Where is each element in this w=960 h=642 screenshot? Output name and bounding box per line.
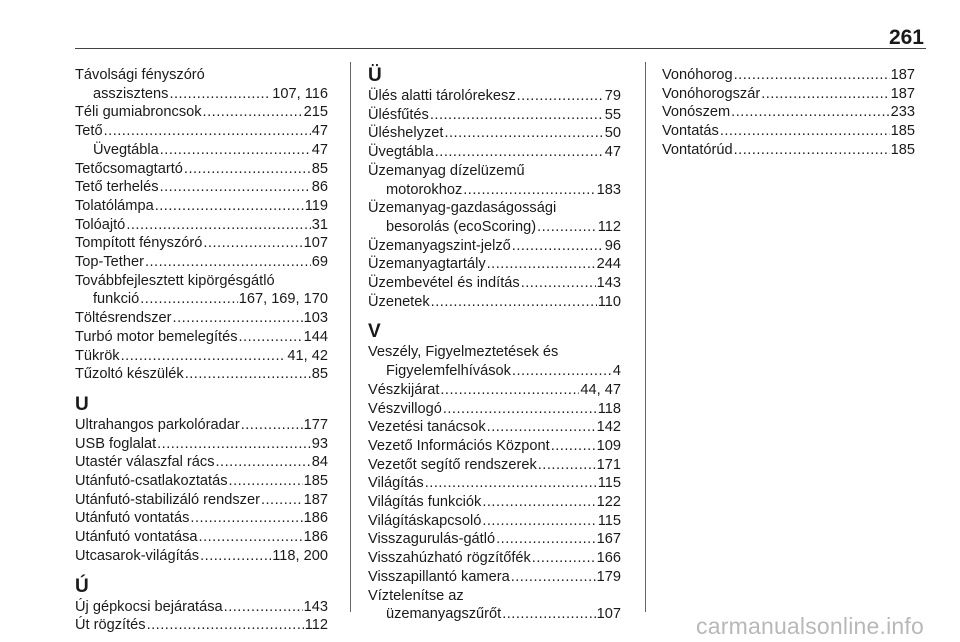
leader-dots [200,547,271,566]
leader-dots [190,509,302,528]
page-reference: 122 [596,494,621,511]
leader-dots [145,253,311,272]
page-reference: 47 [604,144,621,161]
index-entry [75,103,328,122]
entry-term: Vonószem [662,104,731,121]
leader-dots [126,216,310,235]
page-reference: 186 [303,529,328,546]
page-reference: 167, 169, 170 [238,291,328,308]
index-entry [368,474,621,493]
entry-term: Üzembevétel és indítás [368,275,520,292]
leader-dots [482,493,595,512]
entry-term: Üzemanyagtartály [368,256,486,273]
index-entry [368,549,621,568]
index-entry [662,66,915,85]
page-reference: 183 [596,181,621,198]
index-entry [368,400,621,419]
header-rule [75,48,926,49]
index-entry [368,87,621,106]
index-entry [662,85,915,104]
leader-dots [538,456,596,475]
index-entry [75,365,328,384]
page-reference: 96 [604,237,621,254]
leader-dots [185,365,311,384]
index-entry [368,587,621,624]
leader-dots [216,453,311,472]
leader-dots [440,381,579,400]
entry-term: Figyelemfelhívások [386,363,511,380]
page-reference: 55 [604,106,621,123]
leader-dots [463,181,595,200]
index-entry [368,456,621,475]
leader-dots [443,400,597,419]
page-reference: 244 [596,256,621,273]
index-entry [75,122,328,141]
entry-term: Visszahúzható rögzítőfék [368,550,531,567]
page-reference: 86 [311,179,328,196]
leader-dots [169,85,271,104]
entry-term: Tető [75,123,103,140]
index-entry [75,160,328,179]
index-entry [75,66,328,103]
index-entry [368,418,621,437]
page-reference: 85 [311,366,328,383]
leader-dots [482,512,596,531]
index-entry [75,472,328,491]
entry-term: Utánfutó-csatlakoztatás [75,473,228,490]
index-entry [368,237,621,256]
index-entry [662,122,915,141]
page-reference: 143 [303,598,328,615]
index-entry [368,343,621,380]
leader-dots [224,598,303,617]
page-reference: 233 [890,104,915,121]
entry-term: Vészvillogó [368,400,442,417]
leader-dots [155,197,304,216]
entry-term: Visszapillantó kamera [368,568,510,585]
leader-dots [140,290,237,309]
entry-term: Üzemanyag dízelüzemű [368,162,525,179]
index-entry [75,178,328,197]
entry-term: Üzenetek [368,293,430,310]
leader-dots [537,218,597,237]
leader-dots [731,103,889,122]
entry-term: Ülésfűtés [368,106,429,123]
index-entry [75,309,328,328]
entry-term: Üzemanyagszint-jelző [368,237,511,254]
entry-term: Vontatórúd [662,141,733,158]
section-letter: U [75,393,89,415]
index-entry [75,416,328,435]
index-column-1 [75,66,328,635]
index-entry [75,598,328,617]
leader-dots [521,274,596,293]
page-reference: 110 [597,293,621,310]
page-reference: 47 [311,123,328,140]
entry-term: Utánfutó vontatása [75,529,198,546]
entry-term: Tolatólámpa [75,197,154,214]
entry-term: Tolóajtó [75,216,126,233]
entry-term: Vészkijárat [368,381,440,398]
entry-term: Üzemanyag-gazdaságossági [368,200,557,217]
leader-dots [203,234,302,253]
index-entry [368,162,621,199]
entry-term: üzemanyagszűrőt [386,606,502,623]
entry-term: asszisztens [93,85,169,102]
leader-dots [551,437,596,456]
page-number: 261 [888,26,924,49]
page-reference: 44, 47 [580,381,621,398]
page-reference: 115 [597,512,621,529]
index-entry [75,509,328,528]
column-divider [645,62,646,612]
index-entry [368,143,621,162]
page-reference: 112 [597,218,621,235]
entry-term: Üléshelyzet [368,125,444,142]
index-entry [368,293,621,312]
page-reference: 107 [303,235,328,252]
index-entry [368,274,621,293]
page-reference: 185 [303,473,328,490]
page-reference: 85 [311,160,328,177]
leader-dots [532,549,596,568]
entry-term: motorokhoz [386,181,463,198]
leader-dots [487,418,596,437]
leader-dots [261,491,303,510]
entry-term: Utánfutó-stabilizáló rendszer [75,491,260,508]
page-reference: 187 [303,491,328,508]
index-entry [368,493,621,512]
index-column-3 [662,66,915,160]
entry-term: Vezetőt segítő rendszerek [368,456,537,473]
leader-dots [517,87,604,106]
watermark: carmanualsonline.info [696,613,924,639]
leader-dots [430,106,604,125]
entry-term: Vonóhorog [662,67,733,83]
leader-dots [241,416,303,435]
index-entry [75,197,328,216]
page-reference: 109 [596,437,621,454]
entry-term: USB foglalat [75,435,157,452]
index-entry [75,347,328,366]
page-reference: 215 [303,104,328,121]
leader-dots [199,528,303,547]
entry-term: Töltésrendszer [75,310,172,327]
leader-dots [720,122,890,141]
page-reference: 47 [311,141,328,158]
index-entry [75,616,328,635]
page-reference: 143 [596,275,621,292]
page-reference: 103 [303,310,328,327]
entry-term: Vontatás [662,123,719,140]
leader-dots [444,124,603,143]
entry-term: Továbbfejlesztett kipörgésgátló [75,272,275,289]
index-entry [75,141,328,160]
index-entry [75,435,328,454]
entry-term: Tűzoltó készülék [75,366,184,383]
leader-dots [502,605,595,624]
page-reference: 186 [303,510,328,527]
page-reference: 179 [596,568,621,585]
page-reference: 31 [311,216,328,233]
entry-term: Utánfutó vontatás [75,510,190,527]
page-reference: 107 [596,606,621,623]
index-entry [75,491,328,510]
index-entry [368,512,621,531]
entry-term: Utastér válaszfal rács [75,454,215,471]
index-entry [75,328,328,347]
entry-term: Út rögzítés [75,617,146,634]
index-entry [75,216,328,235]
entry-term: besorolás (ecoScoring) [386,218,537,235]
page-reference: 187 [890,85,915,102]
page-reference: 185 [890,141,915,158]
page-reference: 69 [311,254,328,271]
index-entry [368,530,621,549]
leader-dots [157,435,311,454]
entry-term: Tető terhelés [75,179,159,196]
index-entry [75,547,328,566]
entry-term: Tükrök [75,347,120,364]
leader-dots [203,103,303,122]
index-entry [75,528,328,547]
index-entry [368,381,621,400]
page-reference: 144 [303,328,328,345]
leader-dots [160,178,311,197]
leader-dots [435,143,604,162]
page-reference: 112 [304,617,328,634]
page-reference: 50 [604,125,621,142]
leader-dots [184,160,311,179]
index-entry [368,568,621,587]
leader-dots [239,328,303,347]
page-reference: 119 [304,197,328,214]
leader-dots [160,141,311,160]
leader-dots [511,568,596,587]
index-entry [662,103,915,122]
index-entry [75,453,328,472]
page-reference: 79 [604,88,621,104]
leader-dots [512,237,604,256]
page-reference: 177 [303,416,328,433]
index-entry [368,255,621,274]
leader-dots [512,362,612,381]
entry-term: Üvegtábla [93,141,159,158]
page-reference: 185 [890,123,915,140]
entry-term: Világításkapcsoló [368,512,482,529]
entry-term: Üvegtábla [368,144,434,161]
entry-term: Turbó motor bemelegítés [75,328,238,345]
leader-dots [425,474,597,493]
leader-dots [734,66,890,85]
page-reference: 187 [890,67,915,83]
page-reference: 166 [596,550,621,567]
entry-term: Veszély, Figyelmeztetések és [368,344,559,361]
entry-term: Ülés alatti tárolórekesz [368,88,516,104]
entry-term: Tompított fényszóró [75,235,203,252]
entry-term: Ultrahangos parkolóradar [75,416,240,433]
index-entry [75,272,328,309]
leader-dots [761,85,889,104]
section-letter: Ú [75,575,89,597]
page-reference: 118, 200 [272,547,328,564]
entry-term: Távolsági fényszóró [75,67,205,83]
entry-term: Világítás funkciók [368,494,482,511]
index-entry [662,141,915,160]
section-letter: Ü [368,65,382,86]
page-reference: 142 [596,419,621,436]
leader-dots [121,347,287,366]
index-entry [368,106,621,125]
entry-term: Utcasarok-világítás [75,547,200,564]
entry-term: funkció [93,291,140,308]
leader-dots [104,122,311,141]
leader-dots [487,255,596,274]
leader-dots [147,616,304,635]
entry-term: Új gépkocsi bejáratása [75,598,223,615]
entry-term: Vonóhorogszár [662,85,761,102]
page-reference: 84 [311,454,328,471]
leader-dots [173,309,303,328]
entry-term: Világítás [368,475,424,492]
page-reference: 115 [597,475,621,492]
page-reference: 171 [596,456,621,473]
page-reference: 4 [612,363,621,380]
page-reference: 107, 116 [272,85,328,102]
index-entry [368,124,621,143]
leader-dots [496,530,596,549]
entry-term: Vezetési tanácsok [368,419,486,436]
section-letter: V [368,321,381,343]
leader-dots [229,472,303,491]
page-reference: 93 [311,435,328,452]
page-reference: 167 [596,531,621,548]
index-entry [368,199,621,236]
page-reference: 118 [597,400,621,417]
entry-term: Téli gumiabroncsok [75,104,202,121]
entry-term: Top-Tether [75,254,144,271]
leader-dots [734,141,890,160]
page-reference: 41, 42 [287,347,328,364]
entry-term: Tetőcsomagtartó [75,160,183,177]
leader-dots [431,293,597,312]
index-entry [75,253,328,272]
entry-term: Vezető Információs Központ [368,437,550,454]
entry-term: Víztelenítse az [368,587,464,604]
index-entry [368,437,621,456]
entry-term: Visszagurulás-gátló [368,531,496,548]
index-column-2 [368,66,621,624]
column-divider [350,62,351,612]
index-entry [75,234,328,253]
